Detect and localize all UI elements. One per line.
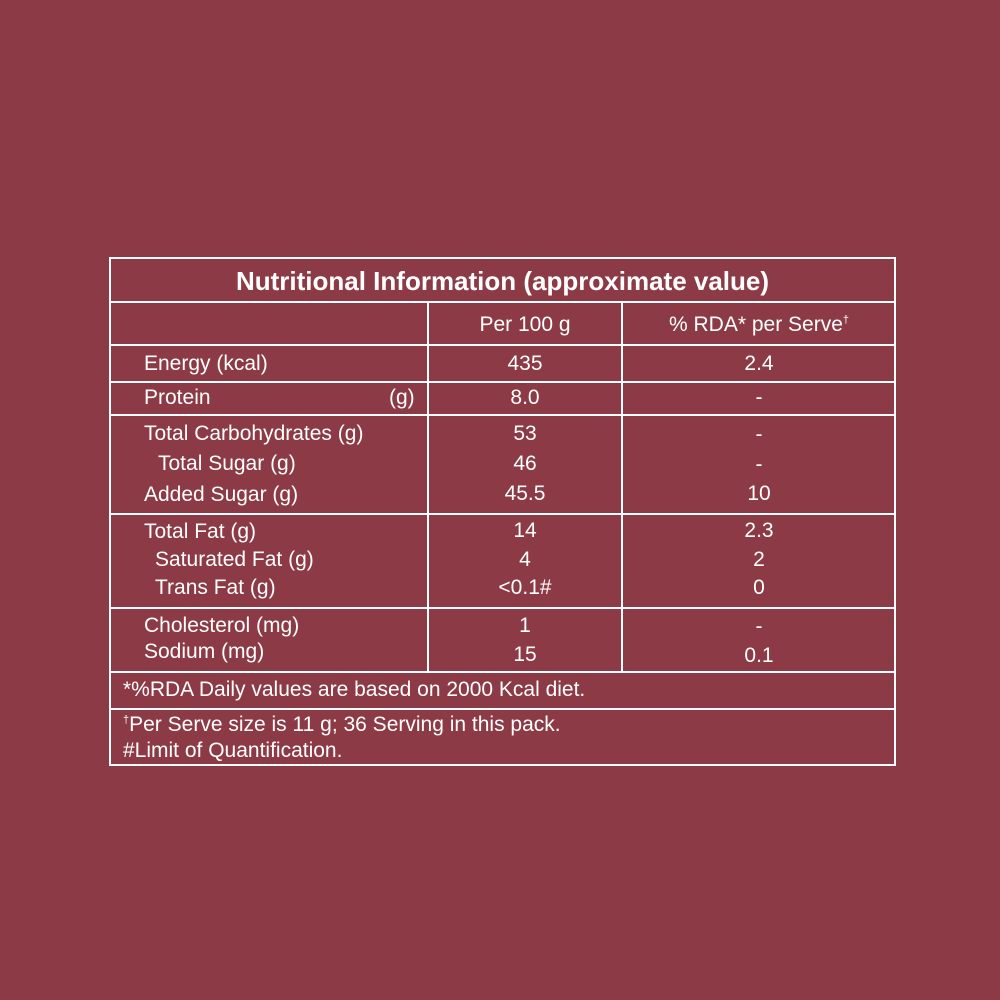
rule-below-sodium bbox=[111, 671, 894, 673]
row-rda-carbohydrates: - bbox=[755, 423, 763, 446]
header-rda-per-serve: % RDA* per Serve† bbox=[668, 313, 850, 336]
row-label-sodium: Sodium (mg) bbox=[144, 640, 265, 663]
row-value-carbohydrates: 53 bbox=[513, 422, 537, 445]
row-rda-trans-fat: 0 bbox=[753, 576, 765, 599]
footnote-limit-of-quantification: #Limit of Quantification. bbox=[123, 739, 343, 762]
table-title: Nutritional Information (approximate value) bbox=[235, 266, 770, 296]
row-label-trans-fat: Trans Fat (g) bbox=[155, 576, 276, 599]
row-rda-energy: 2.4 bbox=[744, 352, 774, 375]
rule-below-rda-note bbox=[111, 708, 894, 710]
row-value-total-fat: 14 bbox=[513, 519, 537, 542]
row-rda-saturated-fat: 2 bbox=[753, 548, 765, 571]
row-label-energy: Energy (kcal) bbox=[144, 352, 268, 375]
rule-below-protein bbox=[111, 414, 894, 416]
row-value-trans-fat: <0.1# bbox=[498, 576, 552, 599]
rule-below-header bbox=[111, 344, 894, 346]
row-rda-total-sugar: - bbox=[755, 453, 763, 476]
rule-below-title bbox=[111, 301, 894, 303]
nutrition-table bbox=[109, 257, 896, 766]
footnote-serve-size: †Per Serve size is 11 g; 36 Serving in this pack. bbox=[123, 713, 561, 736]
row-value-energy: 435 bbox=[507, 352, 543, 375]
row-value-saturated-fat: 4 bbox=[519, 548, 531, 571]
row-value-total-sugar: 46 bbox=[513, 452, 537, 475]
row-label-protein: Protein bbox=[144, 386, 211, 409]
row-value-cholesterol: 1 bbox=[519, 614, 531, 637]
row-label-saturated-fat: Saturated Fat (g) bbox=[155, 548, 314, 571]
row-rda-sodium: 0.1 bbox=[744, 644, 774, 667]
dagger-mark: † bbox=[123, 714, 130, 726]
row-rda-cholesterol: - bbox=[755, 615, 763, 638]
rule-below-energy bbox=[111, 381, 894, 383]
row-label-total-sugar: Total Sugar (g) bbox=[158, 452, 296, 475]
row-rda-protein: - bbox=[755, 386, 763, 409]
header-per-100g: Per 100 g bbox=[479, 313, 571, 336]
row-rda-total-fat: 2.3 bbox=[744, 519, 774, 542]
dagger-mark: † bbox=[842, 314, 850, 326]
row-value-protein: 8.0 bbox=[510, 386, 540, 409]
row-value-sodium: 15 bbox=[513, 643, 537, 666]
row-unit-protein: (g) bbox=[389, 386, 415, 409]
row-rda-added-sugar: 10 bbox=[747, 482, 771, 505]
row-value-added-sugar: 45.5 bbox=[504, 482, 546, 505]
row-label-added-sugar: Added Sugar (g) bbox=[144, 483, 299, 506]
row-label-carbohydrates: Total Carbohydrates (g) bbox=[144, 422, 364, 445]
rule-below-fat bbox=[111, 607, 894, 609]
row-label-total-fat: Total Fat (g) bbox=[144, 520, 257, 543]
row-label-cholesterol: Cholesterol (mg) bbox=[144, 614, 300, 637]
rule-below-carbs bbox=[111, 513, 894, 515]
footnote-rda: *%RDA Daily values are based on 2000 Kcal diet. bbox=[123, 678, 586, 701]
